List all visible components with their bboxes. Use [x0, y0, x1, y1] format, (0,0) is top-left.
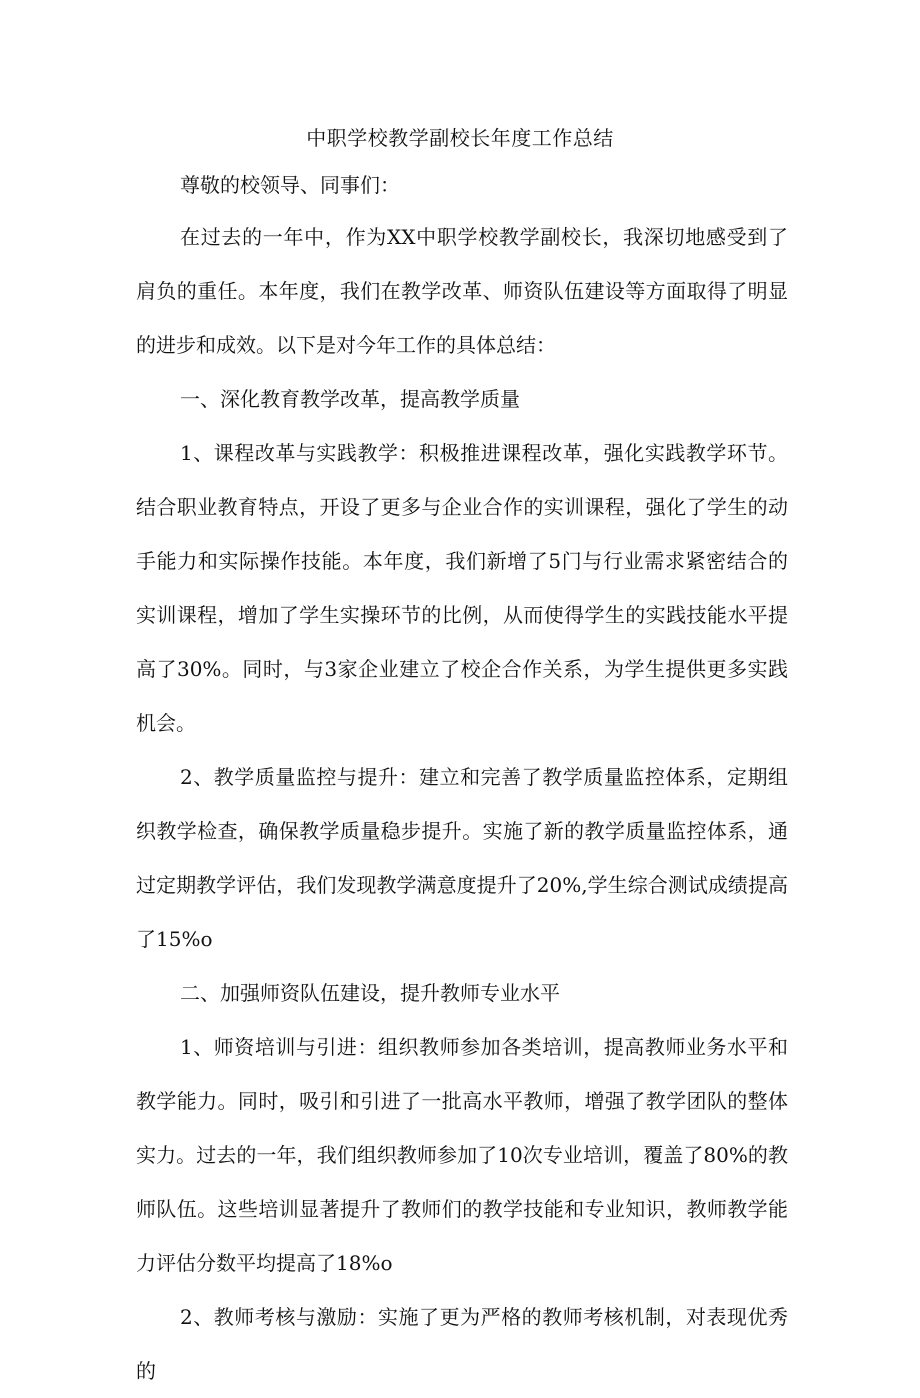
document-body	[136, 210, 788, 1398]
paragraph-curriculum-reform: 1、课程改革与实践教学：积极推进课程改革，强化实践教学环节。结合职业教育特点，开设了更多与企业合作的实训课程，强化了学生的动手能力和实际操作技能。本年度，我们新增了5门与行业需求紧密结合的实训课程，增加了学生实操环节的比例，从而使得学生的实践技能水平提高了30%。同时，与3家企业建立了校企合作关系，为学生提供更多实践机会。	[136, 441, 788, 735]
section-heading-1: 一、深化教育教学改革，提高教学质量	[180, 387, 520, 411]
paragraph-intro: 在过去的一年中，作为XX中职学校教学副校长，我深切地感受到了肩负的重任。本年度，我们在教学改革、师资队伍建设等方面取得了明显的进步和成效。以下是对今年工作的具体总结：	[136, 225, 788, 357]
paragraph-teacher-assessment: 2、教师考核与激励：实施了更为严格的教师考核机制，对表现优秀的	[136, 1305, 788, 1383]
document-title: 中职学校教学副校长年度工作总结	[306, 126, 614, 150]
section-heading-2: 二、加强师资队伍建设，提升教师专业水平	[180, 981, 560, 1005]
paragraph-quality-monitoring: 2、教学质量监控与提升：建立和完善了教学质量监控体系，定期组织教学检查，确保教学质量稳步提升。实施了新的教学质量监控体系，通过定期教学评估，我们发现教学满意度提升了20%,学生综合测试成绩提高了15%o	[136, 765, 788, 951]
greeting: 尊敬的校领导、同事们：	[180, 173, 400, 197]
paragraph-teacher-training: 1、师资培训与引进：组织教师参加各类培训，提高教师业务水平和教学能力。同时，吸引和引进了一批高水平教师，增强了教学团队的整体实力。过去的一年，我们组织教师参加了10次专业培训，覆盖了80%的教师队伍。这些培训显著提升了教师们的教学技能和专业知识，教师教学能力评估分数平均提高了18%o	[136, 1035, 788, 1275]
